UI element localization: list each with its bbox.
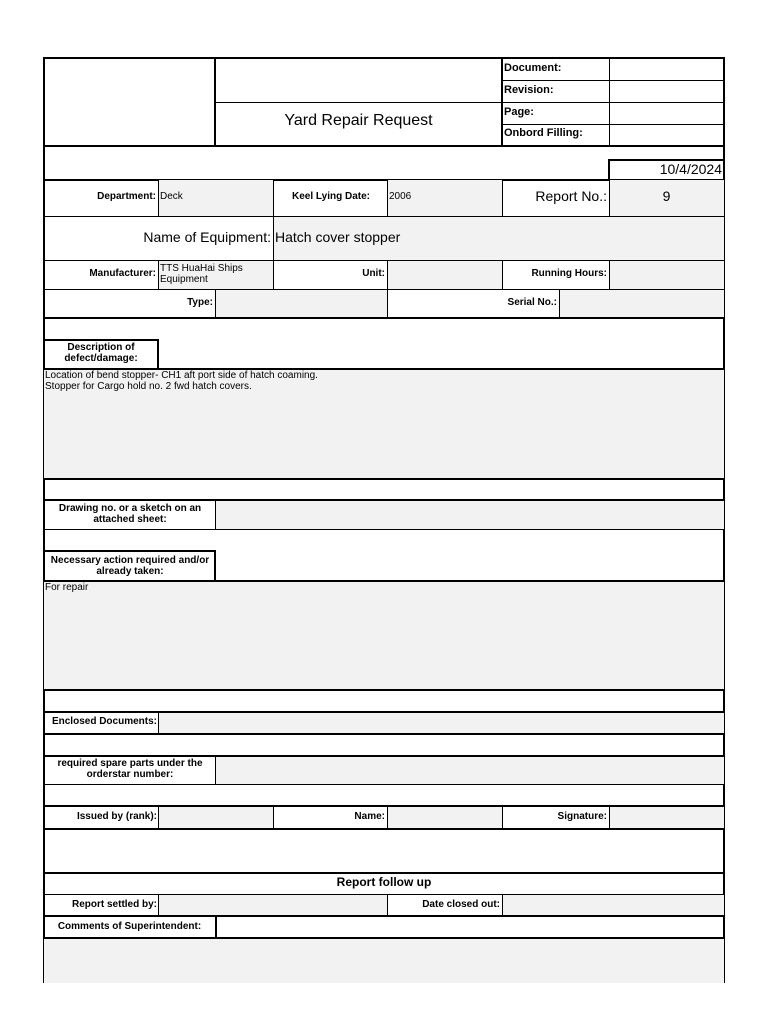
page-field[interactable] [612, 107, 720, 121]
issued-bottom [44, 828, 724, 830]
signature-field[interactable] [610, 807, 724, 828]
report-no-label: Report No.: [535, 188, 607, 204]
issued-col-4 [502, 807, 503, 828]
equipment-label: Name of Equipment: [143, 229, 271, 245]
settled-col-2 [387, 895, 388, 915]
issued-col-2 [273, 807, 274, 828]
action-area[interactable] [44, 582, 724, 689]
dept-col-1 [158, 180, 159, 216]
issued-col-5 [609, 807, 610, 828]
department-label: Department: [97, 191, 156, 202]
date-closed-label: Date closed out: [422, 899, 500, 910]
action-bottom [44, 689, 724, 691]
followup-title: Report follow up [336, 875, 432, 889]
spare-parts-field[interactable] [216, 757, 724, 784]
department-value: Deck [160, 191, 183, 202]
manufacturer-label: Manufacturer: [89, 268, 156, 279]
document-field[interactable] [612, 63, 720, 77]
header-row-3 [502, 124, 724, 125]
document-label: Document: [504, 62, 562, 74]
keel-lying-date-value: 2006 [389, 191, 412, 202]
signature-label: Signature: [557, 811, 607, 822]
enclosed-bottom [44, 733, 724, 735]
unit-label: Unit: [362, 268, 385, 279]
issued-rank-field[interactable] [159, 807, 273, 828]
report-no-value: 9 [662, 188, 671, 204]
settled-bottom [44, 915, 724, 917]
drawing-col [215, 501, 216, 529]
type-label: Type: [187, 297, 213, 308]
description-label: Description of defect/damage: [64, 342, 138, 364]
onbord-filling-field[interactable] [612, 128, 720, 142]
comments-col [215, 916, 217, 938]
settled-by-field[interactable] [159, 895, 387, 915]
header-row-2 [502, 102, 724, 103]
enclosed-field[interactable] [159, 713, 724, 733]
drawing-field[interactable] [216, 501, 724, 529]
issued-col-1 [158, 807, 159, 828]
spare-col [215, 757, 216, 784]
enclosed-col [158, 713, 159, 733]
action-label: Necessary action required and/or already taken: [50, 555, 210, 577]
serial-field-bg[interactable] [559, 290, 724, 318]
issued-name-field[interactable] [388, 807, 502, 828]
comments-label: Comments of Superintendent: [57, 921, 202, 932]
drawing-bottom [44, 529, 724, 530]
type-col-1 [215, 290, 216, 318]
header-title-split [215, 102, 502, 103]
type-col-3 [559, 290, 560, 318]
equip-col [273, 217, 274, 260]
date-value: 10/4/2024 [659, 161, 722, 177]
revision-label: Revision: [504, 84, 554, 96]
settled-by-label: Report settled by: [71, 899, 157, 910]
header-row-1 [502, 80, 724, 81]
type-field-bg[interactable] [215, 290, 387, 318]
issued-name-label: Name: [354, 811, 385, 822]
running-hours-label: Running Hours: [531, 268, 607, 279]
keel-lying-date-label: Keel Lying Date: [292, 191, 370, 202]
type-row-bottom [44, 317, 724, 319]
page-cutoff [0, 983, 768, 1024]
description-line-1: Location of bend stopper- CH1 aft port side of hatch coaming. [45, 370, 318, 381]
description-line-2: Stopper for Cargo hold no. 2 fwd hatch covers. [45, 381, 252, 392]
drawing-label: Drawing no. or a sketch on an attached sheet: [58, 503, 202, 525]
equipment-value: Hatch cover stopper [275, 229, 401, 245]
form-title: Yard Repair Request [284, 112, 433, 129]
header-bottom [44, 145, 724, 147]
spare-parts-label: required spare parts under the orderstar number: [57, 758, 203, 780]
settled-col-3 [502, 895, 503, 915]
action-text: For repair [45, 582, 89, 593]
mfr-col-1 [158, 261, 159, 289]
onbord-filling-label: Onbord Filling: [504, 127, 583, 139]
followup-top [44, 872, 724, 874]
dept-col-3 [387, 180, 388, 216]
mfr-col-3 [387, 261, 388, 289]
spare-bottom [44, 784, 724, 785]
issued-rank-label: Issued by (rank): [76, 811, 157, 822]
date-closed-field[interactable] [503, 895, 724, 915]
manufacturer-value: TTS HuaHai Ships Equipment [160, 263, 243, 285]
settled-col-1 [158, 895, 159, 915]
mfr-col-5 [609, 261, 610, 289]
unit-field-bg[interactable] [387, 261, 502, 289]
dept-col-2 [273, 180, 274, 216]
serial-no-label: Serial No.: [507, 297, 557, 308]
issued-col-3 [387, 807, 388, 828]
mfr-col-2 [273, 261, 274, 289]
running-hours-field-bg[interactable] [609, 261, 724, 289]
revision-field[interactable] [612, 85, 720, 99]
enclosed-label: Enclosed Documents: [51, 716, 157, 727]
description-bottom [44, 478, 724, 480]
page-label: Page: [504, 106, 534, 118]
type-col-2 [387, 290, 388, 318]
